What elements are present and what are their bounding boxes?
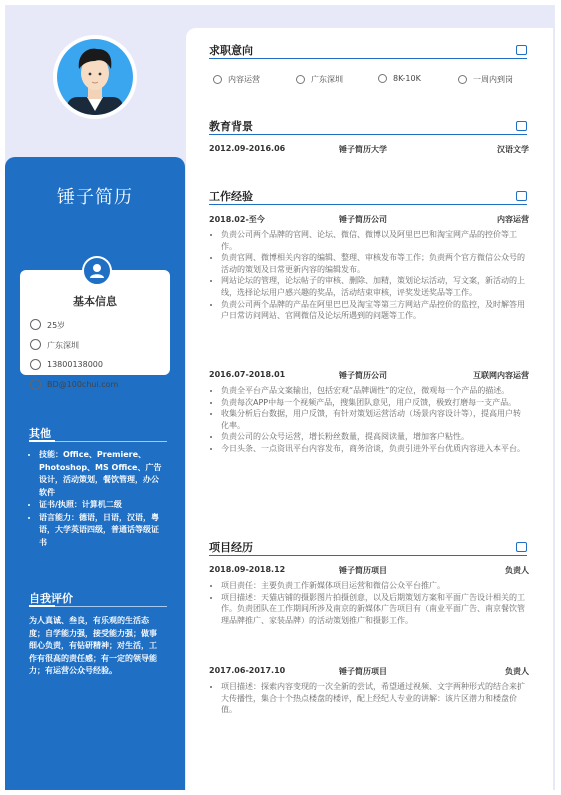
mail-icon — [30, 379, 41, 390]
work-title: 工作经验 — [209, 190, 253, 203]
divider — [209, 134, 527, 135]
education-major: 汉语文学 — [497, 145, 529, 154]
divider-accent — [29, 440, 55, 442]
intent-arrival — [458, 74, 513, 85]
self-eval-text: 为人真诚、叁良，有乐观的生活态度；自学能力强，接受能力强；做事细心负责，有钻研精神；对生活，工作有很高的责任感；有一定的领导能力；有运营公众号经验。 — [29, 616, 157, 675]
project-row — [209, 565, 529, 577]
project-date: 2018.09-2018.12 — [209, 565, 286, 574]
building-icon — [296, 75, 305, 84]
self-eval-section-header — [29, 590, 73, 606]
left-column — [5, 5, 185, 790]
job-date: 2018.02-至今 — [209, 215, 265, 224]
intent-job-value: 内容运营 — [228, 75, 260, 84]
id-card-icon — [516, 45, 527, 55]
avatar-photo — [57, 39, 133, 115]
email-value: BD@100chui.com — [47, 380, 119, 389]
divider — [209, 58, 527, 59]
project-title: 项目经历 — [209, 541, 253, 554]
resume-name: 锤子简历 — [57, 187, 133, 208]
list-item: • 今日头条、一点资讯平台内容发布，商务洽谈，负责引进外平台优质内容进入本平台。 — [221, 443, 527, 455]
work-section-header — [209, 188, 529, 206]
yen-icon — [378, 74, 387, 83]
diamond-icon — [516, 542, 527, 552]
certificate-item: • 证书/执照：计算机二级 — [39, 499, 164, 512]
divider — [209, 204, 527, 205]
briefcase-icon — [516, 191, 527, 201]
list-item: • 负责公司的公众号运营，增长粉丝数量，提高阅读量，增加客户粘性。 — [221, 431, 527, 443]
intent-city-value: 广东深圳 — [311, 75, 343, 84]
intent-salary — [378, 74, 421, 83]
divider — [209, 555, 527, 556]
job-company: 锤子简历公司 — [339, 371, 387, 380]
location-value: 广东深圳 — [47, 341, 79, 350]
job-date: 2016.07-2018.01 — [209, 370, 286, 379]
intent-section-header — [209, 42, 529, 60]
user-icon — [82, 256, 112, 286]
home-icon — [30, 339, 41, 350]
intent-salary-value: 8K-10K — [393, 74, 421, 83]
skill-item: • 技能：Office、Premiere、Photoshop、MS Office、广告设计，活动策划，餐饮管理，办公软件 — [39, 449, 164, 499]
flask-icon — [213, 75, 222, 84]
job-row — [209, 214, 529, 226]
age-value: 25岁 — [47, 321, 66, 330]
job-company: 锤子简历公司 — [339, 215, 387, 224]
basic-info-card — [20, 270, 170, 389]
job-duties — [209, 229, 527, 322]
job-duties — [209, 385, 527, 455]
project-name: 锤子简历项目 — [339, 667, 387, 676]
basic-info-title: 基本信息 — [73, 295, 117, 308]
other-section-header — [29, 425, 51, 441]
list-item: • 负责官网、微博相关内容的编辑、整理、审核发布等工作；负责两个官方微信公众号的活动的策划及日常更新内容的编辑发布。 — [221, 252, 527, 275]
divider-accent — [29, 605, 55, 607]
project-details — [209, 681, 527, 716]
main-content — [186, 28, 553, 790]
list-item: • 项目描述：探索内容变现的一次全新的尝试，希望通过视频、文字两种形式的结合来扩大传播性，集合十个热点楼盘的楼评，配上经纪人专业的讲解：该片区潜力和楼盘价值。 — [221, 681, 527, 716]
education-row — [209, 144, 529, 156]
project-name: 锤子简历项目 — [339, 566, 387, 575]
job-role: 互联网内容运营 — [473, 371, 529, 380]
education-title: 教育背景 — [209, 120, 253, 133]
graduation-cap-icon — [516, 121, 527, 131]
phone-icon — [30, 359, 41, 370]
intent-job — [213, 74, 260, 85]
job-role: 内容运营 — [497, 215, 529, 224]
list-item: • 负责全平台产品文案输出，包括宏观“品牌调性”的定位，微观每一个产品的描述。 — [221, 385, 527, 397]
list-item: • 项目责任：主要负责工作新媒体项目运营和微信公众平台推广。 — [221, 580, 527, 592]
education-school: 锤子简历大学 — [339, 145, 387, 154]
education-date: 2012.09-2016.06 — [209, 144, 286, 153]
project-section-header — [209, 539, 529, 557]
self-eval-title: 自我评价 — [29, 592, 73, 605]
project-date: 2017.06-2017.10 — [209, 666, 286, 675]
phone-value: 13800138000 — [47, 360, 103, 369]
chart-icon — [30, 319, 41, 330]
project-role: 负责人 — [505, 566, 529, 575]
intent-city — [296, 74, 343, 85]
language-item: • 语言能力：德语，日语，汉语，粤语，大学英语四级，普通话等级证书 — [39, 512, 164, 550]
project-details — [209, 580, 527, 626]
list-item: • 负责公司两个品牌的产品在阿里巴巴及淘宝等第三方网站产品控价的监控，及时解答用户日常访问网站、官网微信及论坛所遇到的问题等工作。 — [221, 299, 527, 322]
intent-arrival-value: 一周内到岗 — [473, 75, 513, 84]
intent-title: 求职意向 — [209, 44, 253, 57]
list-item: • 网站论坛的管理，论坛帖子的审核、删除、加精，策划论坛活动，写文案，新活动的上线，选择论坛用户感兴趣的奖品，活动结束审核，评奖发送奖品等工作。 — [221, 275, 527, 298]
project-row — [209, 666, 529, 678]
list-item: • 负责公司两个品牌的官网、论坛、微信、微博以及阿里巴巴和淘宝网产品的控价等工作。 — [221, 229, 527, 252]
job-row — [209, 370, 529, 382]
education-section-header — [209, 118, 529, 136]
project-role: 负责人 — [505, 667, 529, 676]
list-item: • 收集分析后台数据，用户反馈，有针对策划运营活动（场景内容设计等），提高用户转化率。 — [221, 408, 527, 431]
list-item: • 项目描述：天猫店铺的摄影图片拍摄创意，以及后期策划方案和平面广告设计相关的工作。负责团队在工作期间所涉及南京的新媒体广告项目有（南业平面广告、南京餐饮管理品牌推广、家装品牌）的活动策划推广和摄影工作。 — [221, 592, 527, 627]
avatar — [53, 35, 137, 119]
other-title: 其他 — [29, 427, 51, 440]
other-list — [29, 449, 164, 549]
list-item: • 负责每次APP中每一个视频产品，搜集团队意见，用户反馈，极致打磨每一支产品。 — [221, 397, 527, 409]
clock-icon — [458, 75, 467, 84]
